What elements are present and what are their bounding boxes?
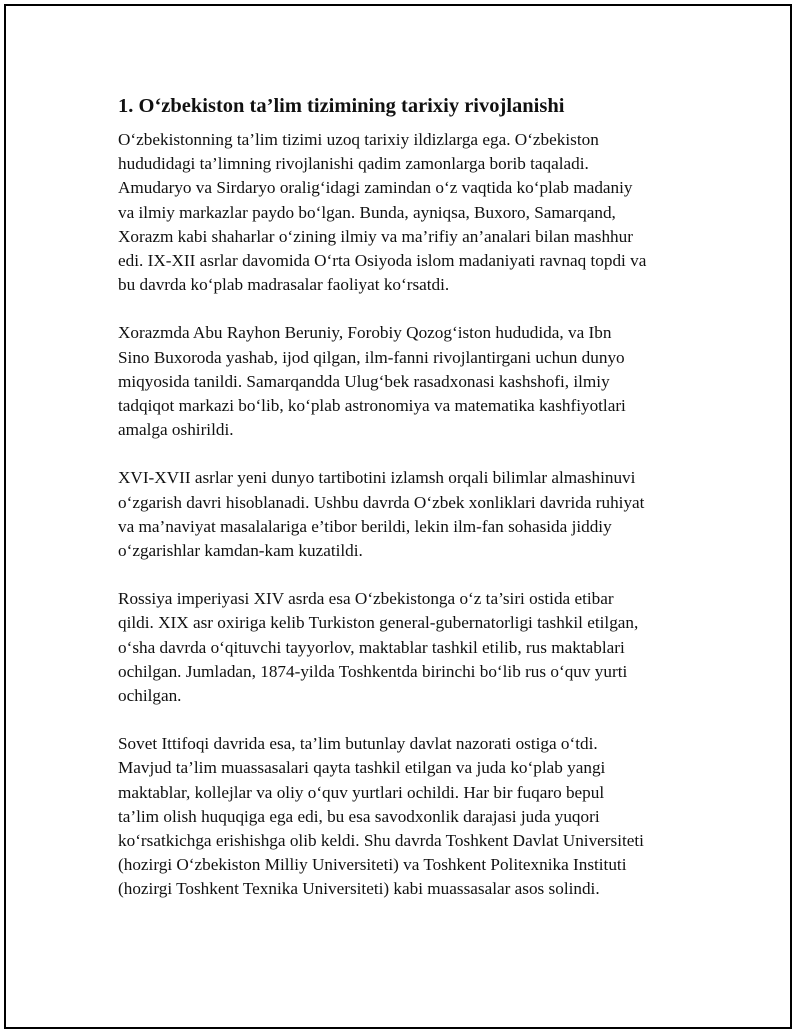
text-line: Sino Buxoroda yashab, ijod qilgan, ilm-fanni rivojlantirgani uchun dunyo (118, 347, 625, 367)
text-line: o‘sha davrda o‘qituvchi tayyorlov, maktablar tashkil etilib, rus maktablari (118, 637, 625, 657)
text-line: maktablar, kollejlar va oliy o‘quv yurtlari ochildi. Har bir fuqaro bepul (118, 782, 605, 802)
text-line: (hozirgi Toshkent Texnika Universiteti) kabi muassasalar asos solindi. (118, 879, 600, 899)
text-line: Rossiya imperiyasi XIV asrda esa O‘zbekistonga o‘z ta’siri ostida etibar (118, 589, 614, 609)
text-line: miqyosida tanildi. Samarqandda Ulug‘bek rasadxonasi kashshofi, ilmiy (118, 371, 610, 391)
text-line: o‘zgarish davri hisoblanadi. Ushbu davrda O‘zbek xonliklari davrida ruhiyat (118, 492, 645, 512)
section-heading: 1. O‘zbekiston ta’lim tizimining tarixiy rivojlanishi (118, 95, 565, 117)
text-line: ochilgan. Jumladan, 1874-yilda Toshkentda birinchi bo‘lib rus o‘quv yurti (118, 661, 628, 681)
text-line: bu davrda ko‘plab madrasalar faoliyat ko‘rsatdi. (118, 275, 450, 295)
text-line: tadqiqot markazi bo‘lib, ko‘plab astronomiya va matematika kashfiyotlari (118, 396, 626, 416)
text-line: ochilgan. (118, 686, 182, 706)
text-line: Xorazm kabi shaharlar o‘zining ilmiy va ma’rifiy an’analari bilan mashhur (118, 226, 633, 246)
text-line: ko‘rsatkichga erishishga olib keldi. Shu davrda Toshkent Davlat Universiteti (118, 831, 644, 851)
text-line: va ilmiy markazlar paydo bo‘lgan. Bunda, ayniqsa, Buxoro, Samarqand, (118, 202, 616, 222)
text-line: amalga oshirildi. (118, 420, 234, 440)
paragraph-khanates (118, 466, 708, 563)
text-line: Xorazmda Abu Rayhon Beruniy, Forobiy Qozog‘iston hududida, va Ibn (118, 323, 612, 343)
paragraph-russian-empire (118, 587, 708, 708)
text-line: (hozirgi O‘zbekiston Milliy Universiteti) va Toshkent Politexnika Instituti (118, 855, 627, 875)
text-line: ta’lim olish huquqiga ega edi, bu esa savodxonlik darajasi juda yuqori (118, 806, 600, 826)
text-line: O‘zbekistonning ta’lim tizimi uzoq tarixiy ildizlarga ega. O‘zbekiston (118, 130, 599, 149)
text-line: edi. IX-XII asrlar davomida O‘rta Osiyoda islom madaniyati ravnaq topdi va (118, 251, 647, 271)
text-line: Mavjud ta’lim muassasalari qayta tashkil etilgan va juda ko‘plab yangi (118, 758, 606, 778)
paragraph-ancient-history (118, 128, 708, 297)
paragraph-soviet-era (118, 732, 708, 901)
text-line: Sovet Ittifoqi davrida esa, ta’lim butunlay davlat nazorati ostiga o‘tdi. (118, 734, 598, 754)
text-line: hududidagi ta’limning rivojlanishi qadim zamonlarga borib taqaladi. (118, 154, 589, 174)
paragraph-scholars (118, 321, 708, 442)
text-line: o‘zgarishlar kamdan-kam kuzatildi. (118, 541, 363, 561)
text-line: XVI-XVII asrlar yeni dunyo tartibotini izlamsh orqali bilimlar almashinuvi (118, 468, 636, 488)
text-line: qildi. XIX asr oxiriga kelib Turkiston general-gubernatorligi tashkil etilgan, (118, 613, 639, 633)
text-line: va ma’naviyat masalalariga e’tibor berildi, lekin ilm-fan sohasida jiddiy (118, 516, 612, 536)
document-body (118, 92, 708, 926)
text-line: Amudaryo va Sirdaryo oralig‘idagi zamindan o‘z vaqtida ko‘plab madaniy (118, 178, 633, 198)
